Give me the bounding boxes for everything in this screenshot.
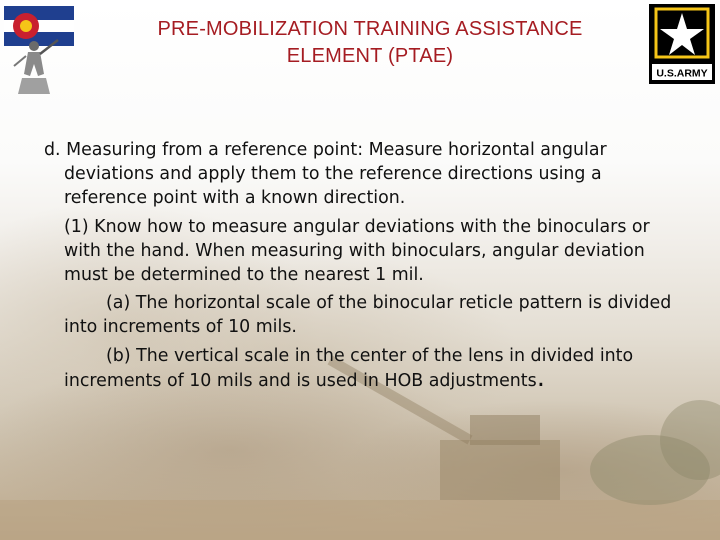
paragraph-b-text: (b) The vertical scale in the center of the lens in divided into increments of 10 mils and is used in HOB adjustments (64, 345, 634, 391)
page-title (100, 16, 640, 70)
paragraph-a: (a) The horizontal scale of the binocular reticle pattern is divided into increments of 10 mils. (64, 293, 672, 338)
content-body (44, 138, 684, 393)
title-line-1: PRE-MOBILIZATION TRAINING ASSISTANCE (157, 18, 583, 40)
paragraph-1: (1) Know how to measure angular deviations with the binoculars or with the hand. When measuring with binoculars, angular deviation must be determined to the nearest 1 mil. (64, 216, 650, 286)
title-line-2: ELEMENT (PTAE) (286, 45, 454, 67)
army-logo-text: U.S.ARMY (656, 67, 708, 80)
paragraph-d: d. Measuring from a reference point: Measure horizontal angular deviations and apply them to the reference directions using a reference point with a known direction. (44, 140, 607, 209)
paragraph-b (44, 344, 684, 393)
colorado-flag-soldier-logo (0, 0, 80, 98)
paragraph-b-period: . (536, 362, 545, 393)
us-army-star-logo (647, 2, 717, 86)
